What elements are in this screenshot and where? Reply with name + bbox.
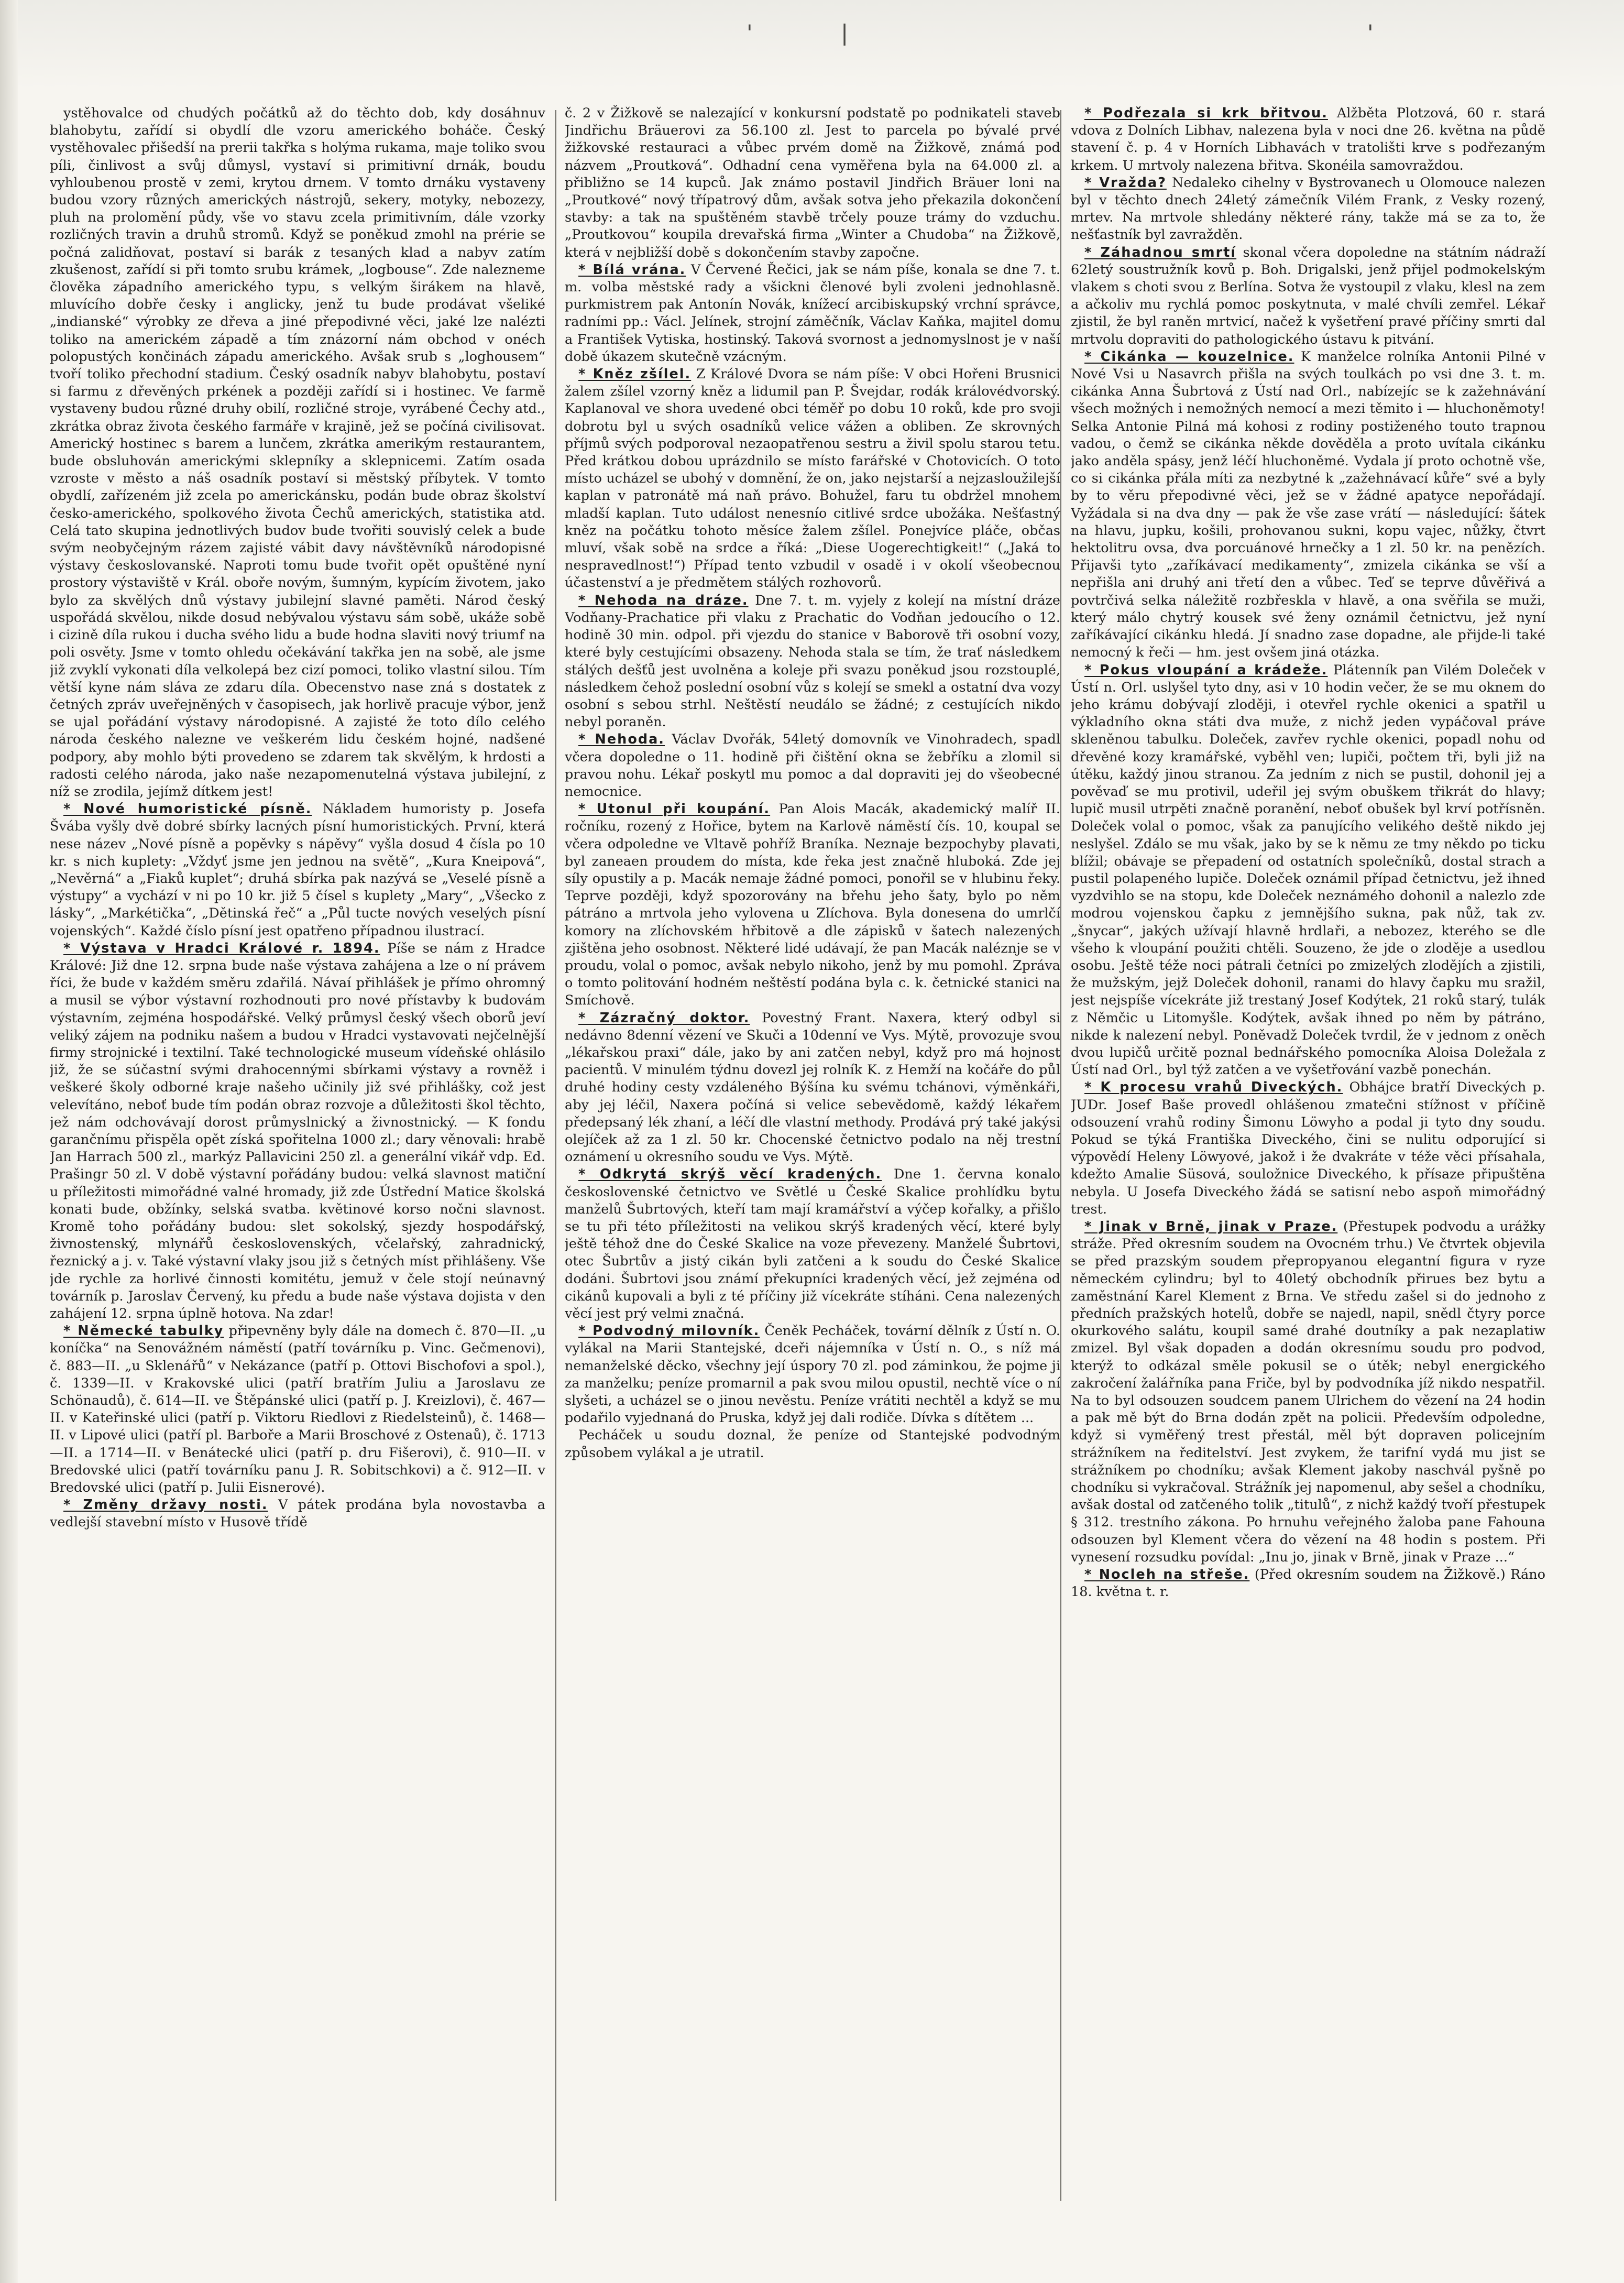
article-paragraph (1071, 1079, 1545, 1218)
article-paragraph (565, 1010, 1060, 1166)
article-text: Nedaleko cihelny v Bystrovanech u Olomouce nalezen byl v těchto dnech 24letý zámečník Vilém Frank, z Vesky rozený, mrtev. Na mrtvole shledány některé rány, takže má se za to, že nešťastník byl zavražděn. (1071, 174, 1545, 243)
article-paragraph (565, 592, 1060, 731)
article-text: č. 2 v Žižkově se nalezající v konkursní podstatě po podnikateli staveb Jindřichu Bräuerovi za 56.100 zl. Jest to parcela po bývalé prvé žižkovské restauraci a vůbec prvém domě na Žižkově, známá pod názvem „Proutková“. Odhadní cena vyměřena byla na 64.000 zl. a přibližno se 14 kupců. Jak známo postavil Jindřich Bräuer loni na „Proutkové“ nový třípatrový dům, avšak sotva jeho překazila dokončení stavby: a tak na spuštěném stavbě trčely pouze trámy do vzduchu. „Proutkovou“ koupila drevařská firma „Winter a Chudoba“ na Žižkově, která v nejbližší době s dokončením stavby započne. (565, 105, 1060, 260)
article (1071, 1566, 1545, 1601)
column-1 (50, 105, 545, 2222)
article-heading: * Vražda? (1084, 174, 1167, 191)
article-heading: * Utonul při koupání. (578, 801, 771, 817)
article-heading: * Nehoda na dráze. (578, 592, 749, 608)
article (1071, 348, 1545, 662)
page-binding-edge (0, 0, 18, 2283)
article (1071, 662, 1545, 1079)
article-text: K manželce rolníka Antonii Pilné v Nové Vsi u Nasavrch přišla na svých toulkách po vsi dne 3. t. m. cikánka Anna Šubrtová z Ústí nad Orl., nabízejíc se k zažehnávání všech možných i nemožných nemocí a mezi těmito i — hluchoněmoty! Selka Antonie Pilná má kohosi z rodiny postiženého touto trapnou vadou, o čemž se cikánka někde dověděla a proto uvítala cikánku jako anděla spásy, jenž léčí hluchoněmé. Vydala jí proto ochotně vše, co si cikánka přála míti za nezbytné k „zažehnávací kůře“ své a byly by to věru přepodivné věci, jež se v žádné apatyce nepořádají. Vyžádala si na dva dny — pak že vše zase vrátí — následující: šátek na hlavu, jupku, košili, prohovanou sukni, kopu vajec, nůžky, čtvrt hektolitru ovsa, dva porcuánové hrnečky a 1 zl. 50 kr. na penězích. Přijavši tyto „zaříkávací medikamenty“, zmizela cikánka se vší a nepřišla ani druhý ani třetí den a vůbec. Teď se teprve důvěřivá a povtrčivá selka náležitě rozbřeskla v hlavě, a ona svěřila se muži, který málo chytrý kousek své ženy oznámil četnictvu, jež nyní zaříkávající cikánku hledá. Jí snadno zase dopadne, ale přijde-li také nemocný k řeči — hm. jest ovšem jiná otázka. (1071, 348, 1545, 661)
article-text: Pan Alois Macák, akademický malíř II. ročníku, rozený z Hořice, bytem na Karlově náměstí čís. 10, koupal se včera odpoledne ve Vltavě pohříž Braníka. Neznaje bezpochyby plavati, byl zaneaen proudem do místa, kde řeka jest značně hluboká. Zde jej síly opustily a p. Macák nemaje žádné pomoci, ponořil se v hlubinu řeky. Teprve později, když spozorovány na břehu jeho šaty, bylo po něm pátráno a mrtvola jeho vylovena u Zlíchova. Byla donesena do umrlčí komory na zlíchovském hřbitově a dle zápisků v šatech nalezených zjištěna jeho osobnost. Některé lidé udávají, že pan Macák naléznje se v proudu, volal o pomoc, avšak nebylo nikoho, jenž by mu pomohl. Zpráva o tomto politování hodném neštěstí podána byla c. k. četnické stanici na Smíchově. (565, 801, 1060, 1009)
article-heading: * Kněz zšílel. (578, 366, 692, 383)
article (565, 731, 1060, 801)
article-paragraph (1071, 1566, 1545, 1601)
article-text: Píše se nám z Hradce Králové: Již dne 12. srpna bude naše výstava zahájena a lze o ní právem říci, že bude v každém směru zdařilá. Návaí přihlášek je přímo ohromný a musil se výbor výstavní rozhodnouti pro nové přístavby k budovám výstavním, zejména hospodářské. Velký průmysl český všech oborů jeví veliký zájem na podniku našem a budou v Hradci vystavovati nejčelnější firmy strojnické i textilní. Také technologické museum vídeňské ohlásilo již, že se súčastní svými drahocennými sbírkami výstavy a rovněž i veškeré školy odborné kraje našeho učinily již své přihlášky, což jest velevítáno, neboť bude tím podán obraz rozvoje a důležitosti škol těchto, jež nám odchovávají dorost průmyslnický a živnostnický. — K fondu garančnímu přispěla opět získá spořitelna 1000 zl.; dary věnovali: hrabě Jan Harrach 500 zl., markýz Pallavicini 250 zl. a generální vikář vdp. Ed. Prašingr 50 zl. V době výstavní pořádány budou: velká slavnost matiční u příležitosti mimořádné valné hromady, již zde Ústřední Matice školská konati bude, obžínky, selská svatba. květinové korso nočni slavnost. Kromě toho pořádány budou: slet sokolský, sjezdy hospodářský, živnostenský, mlynářů československých, včelařský, zahradnický, řeznický a j. v. Také výstavní vlaky jsou již s četných míst přihlášeny. Vše jde rychle za horlivé činnosti komitétu, jemuž v čele stojí neúnavný továrník p. Jaroslav Červený, ku předu a bude naše výstava dojista v den zahájení 12. srpna úplně hotova. Na zdar! (50, 940, 545, 1322)
article-heading: * Nové humoristické písně. (63, 801, 312, 817)
article (565, 1166, 1060, 1323)
article-text: (Před okresním soudem na Žižkově.) Ráno 18. května t. r. (1071, 1567, 1545, 1600)
article-heading: * Jinak v Brně, jinak v Praze. (1084, 1219, 1338, 1235)
article-text: ystěhovalce od chudých počátků až do těchto dob, kdy dosáhnuv blahobytu, zařídí si obydlí dle vzoru amerického boháče. Český vystěhovalec přišedší na prerii takřka s holýma rukama, maje toliko svou píli, činlivost a svůj důmysl, vystaví si primitivní drnák, boudu vyhloubenou prostě v zemi, krytou drnem. V tomto drnáku vystaveny budou vzory různých amerických nástrojů, sekery, motyky, nebozezy, pluh na prolomění půdy, vše vo stavu zcela primitivním, dále vzorky rozličných travin a druhů stromů. Když se poněkud zmohl na prérie se počná zalidňovat, postaví si barák z tesaných klad a nabyv zatím zkušenost, zařídí si při tomto srubu krámek, „logbouse“. Zde nalezneme člověka západního amerického typu, s velkým širákem na hlavě, mluvícího dobře česky i anglicky, jenž tu bude prodávat všeliké „indianské“ výrobky ze dřeva a jiné přepodivné věci, jaké lze nalézti toliko na americkém západě a tím znázorní nám obchod v onéch polopustých končinách západu amerického. Avšak srub s „loghousem“ tvoří toliko přechodní stadium. Český osadník nabyv blahobytu, postaví si farmu z dřevěných prkének a později zařídí si i hostinec. Ve farmě vystaveny budou různé druhy obilí, rozličné stroje, vyrábené Čechy atd., zkrátka obraz života českého farmáře v krajině, jež se počíná civilisovat. Americký hostinec s barem a lunčem, zkrátka amerikým restaurantem, bude obsluhován americkými sklepníky a sklepnicemi. Zatím osada vzroste v město a náš osadník postaví si městský příbytek. V tomto obydlí, zařízeném již zcela po americkánsku, podán bude obraz školství česko-amerického, spolkového života Čechů amerických, statistika atd. Celá tato skupina jednotlivých budov bude tvořiti souvislý celek a bude svým neobyčejným rázem zajisté vábit davy návštěvníků národopisné výstavy českoslovanské. Naproti tomu bude tvořit opět opuštěné nyní prostory výstaviště v Král. oboře novým, šumným, kypícím životem, jako bylo za skvělých dnů výstavy jubilejní slavné paměti. Národ český uspořádá skvělou, nikde dosud nebývalou výstavu sám sobě, ukáže sobě i cizině díla rukou i ducha svého lidu a bude hodna slaviti nový triumf na poli osvěty. Jsme v tomto ohledu očekávání takřka jen na sobě, ale jsme již zvyklí vykonati díla velkolepá bez cizí pomoci, toliko vlastní silou. Tím větší kyne nám sláva ze zdaru díla. Obecenstvo nase zná s dostatek z četných zpráv uveřejněných v časopisech, jak horlivě pracuje výbor, jenž se ujal pořádání výstavy národopisné. A zajisté že toto dílo celého národa českého nalezne ve veškerém lidu českém hojné, nadšené podpory, aby mohlo býti provedeno se zdarem tak skvělým, k hrdosti a radosti celého národa, jako naše nezapomenutelná výstava jubilejní, z níž se zrodila, jejímž dítkem jest! (50, 105, 545, 800)
article-paragraph (1071, 174, 1545, 244)
article-heading: * Bílá vrána. (578, 261, 686, 278)
article (1071, 244, 1545, 348)
article-paragraph (565, 105, 1060, 261)
article (565, 105, 1060, 261)
article-heading: * Výstava v Hradci Králové r. 1894. (63, 940, 380, 956)
article-heading: * Podřezala si krk břitvou. (1084, 105, 1328, 121)
article (1071, 105, 1545, 174)
article (50, 801, 545, 940)
article (565, 592, 1060, 731)
column-2 (565, 105, 1060, 2222)
article-heading: * Zázračný doktor. (578, 1010, 750, 1026)
article (565, 801, 1060, 1009)
article (565, 1010, 1060, 1166)
article-text: Dne 1. června konalo československé četnictvo ve Světlé u České Skalice prohlídku bytu manželů Šubrtových, kteří tam mají kramářství a výčep kořalky, a přišlo se tu při této příležitosti na velikou skrýš kradených věcí, které byly ještě téhož dne do České Skalice na voze převezeny. Manželé Šubrtovi, otec Šubrtův a jistý cikán byli zatčeni a k soudu do České Skalice dodáni. Šubrtovi jsou známí překupníci kradených věcí, jež zejména od cikánů kupovali a byli z té příčiny již vícekráte stíháni. Cena nalezených věcí jest prý velmi značná. (565, 1166, 1060, 1322)
article (1071, 1218, 1545, 1566)
article-paragraph (50, 940, 545, 1323)
article-text: Nákladem humoristy p. Josefa Švába vyšly dvě dobré sbírky lacných písní humoristických. První, která nese název „Nové písně a popěvky s nápěvy“ vyšla dosud 4 čísla po 10 kr. s nich kuplety: „Vždyť jsme jen jednou na světě“, „Kura Kneipová“, „Nevěrná“ a „Fiaků kuplet“; druhá sbírka pak nazývá se „Veselé písně a výstupy“ a vychází v ni po 10 kr. již 5 čísel s kuplety „Mary“, „Všecko z lásky“, „Markétička“, „Dětinská řeč“ a „Půl tucte nových veselých písní vojenských“. Každé číslo písní jest opatřeno případnou ilustrací. (50, 801, 545, 939)
article (565, 1323, 1060, 1462)
article (50, 1496, 545, 1531)
article (50, 1323, 545, 1496)
article-paragraph (565, 1166, 1060, 1323)
article-text: Pecháček u soudu doznal, že peníze od Stantejské podvodným způsobem vylákal a je utratil. (565, 1427, 1060, 1461)
article (1071, 1079, 1545, 1218)
article-paragraph (565, 1323, 1060, 1427)
article-paragraph (50, 801, 545, 940)
article-text: Obhájce bratří Diveckých p. JUDr. Josef Baše provedl ohlášenou zmatečni stížnost v příčině odsouzení vrahů rodiny Šimonu Löwyho a podal ji tyto dny soudu. Pokud se týká Františka Diveckého, čini se nulitu odporující si výpovědí Heleny Löwyové, jakož i že dvakráte v téže věci přísahala, kdežto Amalie Süsová, souložnice Diveckého, k přísaze připuštěna nebyla. U Josefa Diveckého žádá se satisní nebo aspoň mimořádný trest. (1071, 1079, 1545, 1217)
article-text: připevněny byly dále na domech č. 870—II. „u koníčka“ na Senovážném náměstí (patří továrníku p. Vinc. Gečmenovi), č. 883—II. „u Sklenářů“ v Nekázance (patří p. Ottovi Bischofovi a spol.), č. 1339—II. v Krakovské ulici (patří bratřím Juliu a Jaroslavu ze Schönaudů), č. 614—II. ve Štěpánské ulici (patří p. J. Kreizlovi), č. 467—II. v Kateřinské ulici (patří p. Viktoru Riedlovi z Riedelsteinů), č. 1468—II. v Lipové ulici (patří pl. Barboře a Marii Broschové z Ostenaů), č. 1713—II. a 1714—II. v Benátecké ulici (patří p. dru Fišerovi), č. 910—II. v Bredovské ulici (patří továrníku panu J. R. Sobitschkovi) a č. 912—II. v Bredovské ulici (patří p. Julii Eisnerové). (50, 1323, 545, 1496)
article-text: Alžběta Plotzová, 60 r. stará vdova z Dolních Libhav, nalezena byla v noci dne 26. května na půdě stavení č. p. 4 v Horních Libhavách v tratolišti krve s podřezaným krkem. U mrtvoly nalezena břitva. Skonéila samovraždou. (1071, 105, 1545, 173)
article (50, 940, 545, 1323)
article-text: Dne 7. t. m. vyjely z kolejí na místní dráze Vodňany-Prachatice při vlaku z Prachatic do Vodňan jedoucího o 12. hodině 30 min. odpol. při vjezdu do stanice v Baborově tři osobní vozy, které byly cestujícími obsazeny. Nehoda stala se tím, že trať následkem stálých dešťů jest uvolněna a koleje při svazu poněkud jsou rozstouplé, následkem čehož poslední osobní vůz s kolejí se smekl a ostatní dva vozy osobní s sebou strhl. Neštěstí neudálo se žádné; z cestujících nikdo nebyl poraněn. (565, 592, 1060, 730)
article-heading: * Německé tabulky (63, 1323, 224, 1339)
column-rule (555, 110, 556, 2201)
article (1071, 174, 1545, 244)
article-paragraph (1071, 244, 1545, 348)
top-mark: ' (1367, 20, 1374, 46)
article-heading: * Nocleh na střeše. (1084, 1567, 1250, 1583)
article-text: Z Králové Dvora se nám píše: V obci Hořeni Brusnici žalem zšílel vzorný kněz a lidumil pan P. Švejdar, rodák královédvorský. Kaplanoval ve shora uvedené obci téměř po dobu 10 roků, kde pro svoji dobrotu byl u svých osadníků velice vážen a obliben. Ze skrovných příjmů svých podporoval nezaopatřenou sestru a živil spolu starou tetu. Před krátkou dobou uprázdnilo se místo farářské v Chotovicích. O toto místo ucházel se ubohý v domnění, že on, jako nejstarší a nejzasloužilejší kaplan v patronátě má naň právo. Bohužel, faru tu obdržel mnohem mladší kaplan. Tuto událost nenesnío citlivé srdce ubožáka. Nešťastný kněz na počátku tohoto měsíce žalem zšílel. Ponejvíce pláče, občas mluví, však sobě na srdce a říká: „Diese Uogerechtigkeit!“ („Jaká to nespravedlnost!“) Případ tento vzbudil v osadě i v okolí všeobecnou účastenství a je předmětem stálých rozhovorů. (565, 366, 1060, 591)
article-text: Plátenník pan Vilém Doleček v Ústí n. Orl. uslyšel tyto dny, asi v 10 hodin večer, že se mu oknem do jeho krámu dobývají zloději, i otevřel rychle okenici a spatřil u výkladního okna státi dva muže, z nichž jeden vypáčoval práve skleněnou tabulku. Doleček, zavřev rychle okenici, popadl nohu od dřevěné kozy kramářské, vyběhl ven; lupiči, počtem tři, byli již na útěku, každý jinou stranou. Za jedním z nich se pustil, dohonil jej a pověvaď se mu protivil, udeřil jej svým obuškem třikrát do hlavy; lupič musil utrpěti značně poranění, neboť obušek byl krví potřísněn. Doleček volal o pomoc, však za panujícího velikého deště nikdo jej neslyšel. Zdálo se mu však, jako by se k němu ze tmy někdo po ticku blížil; obávaje se přepadení od ostatních společníků, dostal strach a pustil polapeného lupiče. Doleček oznámil případ četnictvu, jež ihned vyzdvihlo se na stopu, kde Doleček neznámého dohonil a nalezlo zde modrou vojenskou čapku z jemnějšího sukna, pak nůž, tak zv. „šnycar“, jakých užívají hlavně hrdlaři, a nebozez, kterého se dle všeho k vloupání použiti chtěli. Souzeno, že jde o zloděje a usedlou osobu. Ještě téže noci pátrali četníci po zmizelých zlodějích a zjistili, že mužským, jejž Doleček dohonil, ranami do hlavy čapku mu sražil, jest nejspíše vícekráte již trestaný Josef Kodýtek, 21 roků starý, tulák z Němčic u Litomyšle. Kodýtek, avšak ihned po něm by pátráno, nikde k nalezení nebyl. Poněvadž Doleček tvrdil, že v jednom z oněch dvou lupičů určitě poznal bednářského pomocníka Aloisa Doležala z Ústí nad Orl., byl týž zatčen a ve vyšetřování vazbě ponechán. (1071, 662, 1545, 1078)
article-heading: * Nehoda. (578, 731, 665, 748)
article-paragraph (1071, 348, 1545, 662)
column-rule (1060, 110, 1061, 2201)
article-text: skonal včera dopoledne na státním nádraží 62letý soustružník kovů p. Boh. Drigalski, jenž přijel podmokelským vlakem s choti svou z Berlína. Sotva že vystoupil z vlaku, klesl na zem a ačkoliv mu rychlá pomoc poskytnuta, v malé chvíli zemřel. Lékař zjistil, že byl raněn mrtvicí, načež k vyšetření pravé příčiny smrti dal mrtvolu dopraviti do pathologického ústavu k pitvání. (1071, 244, 1545, 347)
article (565, 261, 1060, 366)
article-heading: * Podvodný milovník. (578, 1323, 760, 1339)
article-paragraph (50, 1323, 545, 1496)
article-paragraph (565, 731, 1060, 801)
article-paragraph (1071, 662, 1545, 1079)
article-paragraph (50, 1496, 545, 1531)
article-paragraph (1071, 1218, 1545, 1566)
article-text: Povestný Frant. Naxera, který odbyl si nedávno 8denní vězení ve Skuči a 10denní ve Vys. Mýtě, provozuje svou „lékařskou praxi“ dále, jako by ani zatčen nebyl, když pro má hojnost pacientů. V minulém týdnu dovezl jej rolník K. z Hemží na kočáře do půl druhé hodiny cesty vzdáleného Býšína ku svému tchánovi, výměnkáři, aby jej léčil, Naxera počíná si velice sebevědomě, každý lékařem předepsaný lék zhaní, a léčí dle vlastní methody. Prodává prý také jakýsi olejíček až za 1 zl. 50 kr. Chocenské četnictvo podalo na něj trestní oznámení u okresního soudu ve Vys. Mýtě. (565, 1010, 1060, 1165)
column-3 (1071, 105, 1545, 2222)
page-top-margin (0, 0, 1624, 89)
article-text: V pátek prodána byla novostavba a vedlejší stavební místo v Husově třídě (50, 1497, 545, 1531)
article-paragraph (50, 105, 545, 801)
article-text: V Červené Řečici, jak se nám píše, konala se dne 7. t. m. volba městské rady a všickni členové byli zvoleni jednohlasně. purkmistrem pak Antonín Novák, knížecí arcibiskupský vrchní správce, radními pp.: Václ. Jelínek, strojní záměčník, Václav Kaňka, majitel domu a František Vytiska, hostinský. Taková svornost a jednomyslnost je v naší době úkazem skutečně vzácným. (565, 261, 1060, 365)
article-text: (Přestupek podvodu a urážky stráže. Před okresním soudem na Ovocném trhu.) Ve čtvrtek objevila se před prazským soudem přepropyanou elegantní figura v ryze německém cylindru; byl to 40letý obchodník přirues bez bytu a zaměstnání Karel Klement z Brna. Ve středu zašel si do jednoho z předních pražských hotelů, dobře se najedl, napil, snědl čtyry porce okurkového salátu, koupil samé drahé doutníky a pak nezaplatiw zmizel. Byl však dopaden a dodán okresnímu soudu pro podvod, kterýž to odkázal směle pokusil se o útěk; nebyl energického zakročení žalářníka pana Friče, byl by podvodníka jíž nikdo nespatřil. Na to byl odsouzen soudcem panem Ulrichem do vězení na 24 hodin a pak mě být do Brna dodán zpět na policii. Především odpoledne, když si vyměřený trest přestál, měl být dopraven policejním strážníkem na ředitelství. Jest zvykem, že tarifní vydá mu jist se strážníkem po chodníku; avšak Klement jakoby naschvál pyšně po chodníku si vykračoval. Strážník jej napomenul, aby sešel a chodníku, avšak dostal od zatčeného tolik „titulů“, z nichž každý tvoří přestupek § 312. trestního zákona. Po hrnuhu veřejného žaloba pane Fahouna odsouzen byl Klement včera do vězení na 48 hodin s postem. Při vynesení rozsudku povídal: „Inu jo, jinak v Brně, jinak v Praze ...“ (1071, 1219, 1545, 1565)
article (50, 105, 545, 801)
article (565, 366, 1060, 592)
article-heading: * Odkrytá skrýš věcí kradených. (578, 1166, 882, 1183)
article-paragraph (565, 801, 1060, 1009)
article-paragraph (565, 1427, 1060, 1461)
article-heading: * Cikánka — kouzelnice. (1084, 348, 1294, 365)
article-heading: * Záhadnou smrtí (1084, 244, 1237, 260)
article-paragraph (1071, 105, 1545, 174)
article-heading: * Změny državy nosti. (63, 1497, 268, 1513)
article-paragraph (565, 366, 1060, 592)
article-text: Čeněk Pecháček, tovární dělník z Ústí n. O. vylákal na Marii Stantejské, dceři nájemníka v Ústí n. O., s níž má nemanželské děcko, všechny její úspory 70 zl. pod záminkou, že pojme ji za manželku; peníze promarnil a pak svou milou opustil, nechtě více o ní slyšeti, a ucházel se o jinou nevěstu. Peníze vrátiti nechtěl a když se mu podařilo vyjednaná do Pruska, když jej dali rodiče. Dívka s dítětem ... (565, 1323, 1060, 1426)
top-mark: ' (747, 20, 753, 46)
article-paragraph (565, 261, 1060, 366)
top-mark: | (841, 20, 849, 46)
article-text: Václav Dvořák, 54letý domovník ve Vinohradech, spadl včera dopoledne o 11. hodině při čištění okna se žebříku a zlomil si pravou nohu. Lékař poskytl mu pomoc a dal dopraviti jej do všeobecné nemocnice. (565, 731, 1060, 800)
article-heading: * K procesu vrahů Diveckých. (1084, 1079, 1343, 1096)
article-heading: * Pokus vloupání a krádeže. (1084, 662, 1328, 678)
